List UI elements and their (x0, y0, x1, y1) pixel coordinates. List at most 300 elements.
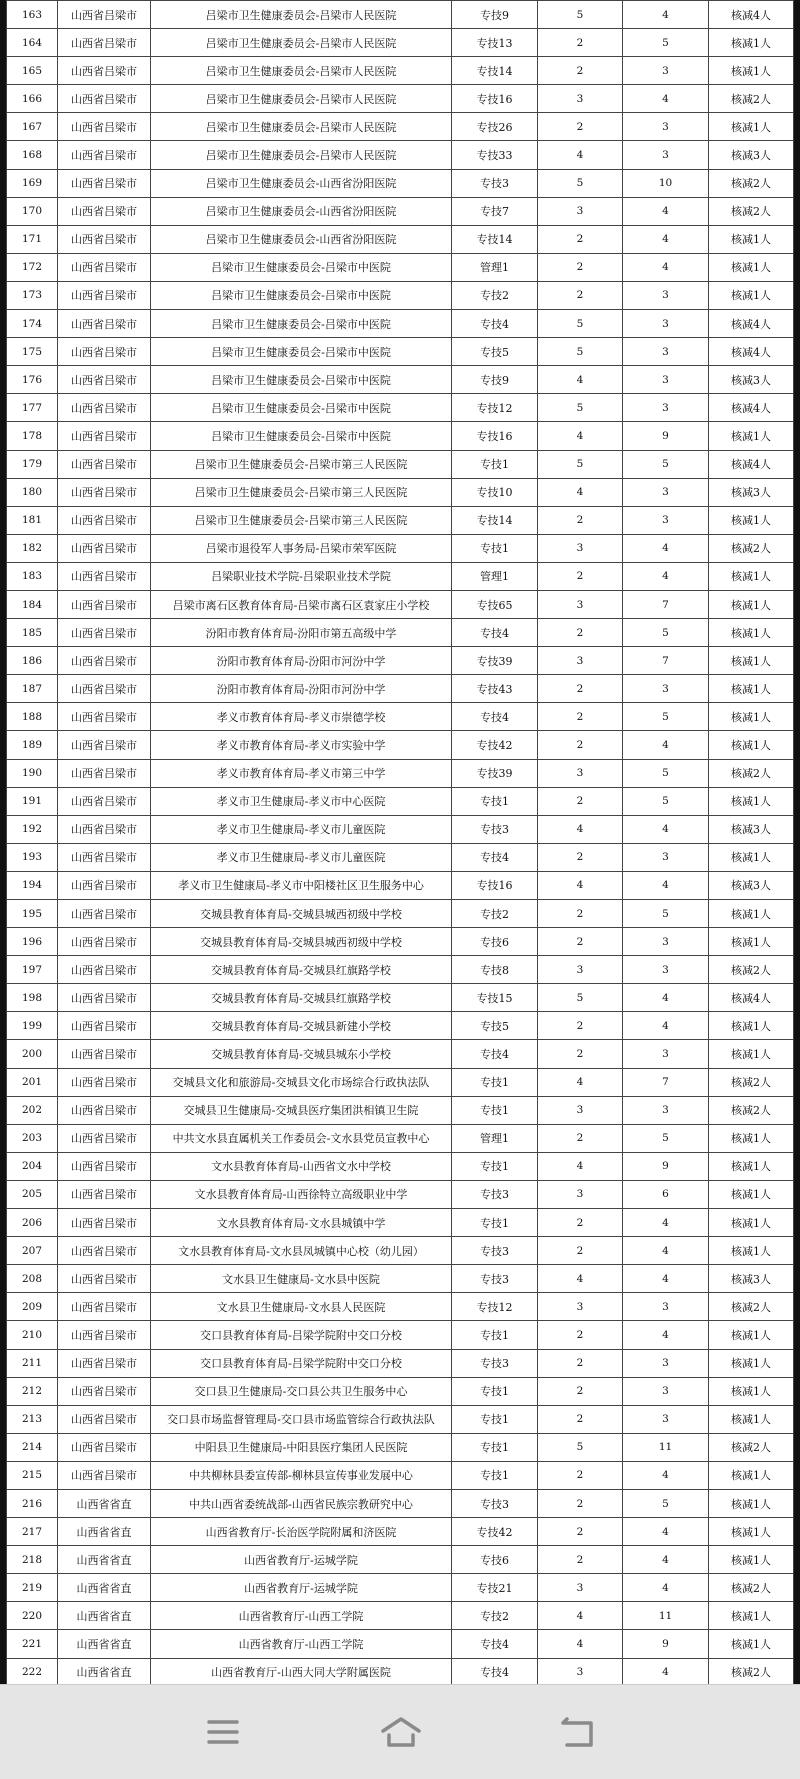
cell-reduction: 核减1人 (709, 787, 794, 815)
cell-applicant-count: 4 (623, 85, 709, 113)
cell-applicant-count: 3 (623, 1096, 709, 1124)
cell-row-index: 177 (7, 394, 58, 422)
cell-row-index: 166 (7, 85, 58, 113)
table-row (7, 1405, 794, 1433)
cell-planned-count: 5 (538, 169, 623, 197)
cell-region: 山西省吕梁市 (58, 422, 151, 450)
cell-row-index: 175 (7, 338, 58, 366)
cell-position: 专技26 (452, 113, 538, 141)
cell-employer: 吕梁职业技术学院-吕梁职业技术学院 (151, 562, 452, 590)
table-row (7, 338, 794, 366)
cell-row-index: 210 (7, 1321, 58, 1349)
cell-row-index: 216 (7, 1489, 58, 1517)
cell-row-index: 186 (7, 647, 58, 675)
cell-position: 专技4 (452, 1630, 538, 1658)
home-button[interactable] (376, 1709, 426, 1755)
cell-region: 山西省吕梁市 (58, 169, 151, 197)
cell-applicant-count: 9 (623, 1152, 709, 1180)
cell-applicant-count: 10 (623, 169, 709, 197)
cell-employer: 吕梁市卫生健康委员会-吕梁市人民医院 (151, 29, 452, 57)
cell-employer: 吕梁市卫生健康委员会-吕梁市人民医院 (151, 1, 452, 29)
table-row (7, 1377, 794, 1405)
cell-reduction: 核减1人 (709, 1124, 794, 1152)
cell-applicant-count: 7 (623, 647, 709, 675)
cell-applicant-count: 4 (623, 1574, 709, 1602)
cell-region: 山西省吕梁市 (58, 1405, 151, 1433)
cell-planned-count: 2 (538, 29, 623, 57)
cell-applicant-count: 4 (623, 197, 709, 225)
cell-applicant-count: 4 (623, 1237, 709, 1265)
cell-planned-count: 4 (538, 141, 623, 169)
cell-row-index: 185 (7, 619, 58, 647)
table-row (7, 169, 794, 197)
table-row (7, 590, 794, 618)
cell-position: 专技1 (452, 1321, 538, 1349)
cell-row-index: 197 (7, 956, 58, 984)
cell-applicant-count: 4 (623, 871, 709, 899)
cell-planned-count: 2 (538, 1377, 623, 1405)
table-row (7, 1546, 794, 1574)
table-row (7, 759, 794, 787)
cell-planned-count: 4 (538, 1152, 623, 1180)
cell-planned-count: 3 (538, 1658, 623, 1686)
cell-row-index: 170 (7, 197, 58, 225)
cell-planned-count: 4 (538, 1602, 623, 1630)
cell-reduction: 核减1人 (709, 647, 794, 675)
cell-position: 专技39 (452, 759, 538, 787)
cell-employer: 交城县文化和旅游局-交城县文化市场综合行政执法队 (151, 1068, 452, 1096)
table-row (7, 1518, 794, 1546)
cell-employer: 文水县教育体育局-山西徐特立高级职业中学 (151, 1180, 452, 1208)
cell-planned-count: 2 (538, 57, 623, 85)
cell-employer: 孝义市卫生健康局-孝义市中心医院 (151, 787, 452, 815)
cell-position: 专技6 (452, 928, 538, 956)
cell-employer: 汾阳市教育体育局-汾阳市河汾中学 (151, 675, 452, 703)
cell-reduction: 核减1人 (709, 422, 794, 450)
cell-applicant-count: 3 (623, 478, 709, 506)
cell-reduction: 核减1人 (709, 281, 794, 309)
cell-employer: 吕梁市离石区教育体育局-吕梁市离石区袁家庄小学校 (151, 590, 452, 618)
cell-position: 专技13 (452, 29, 538, 57)
table-row (7, 562, 794, 590)
cell-employer: 山西省教育厅-运城学院 (151, 1574, 452, 1602)
cell-employer: 吕梁市卫生健康委员会-吕梁市人民医院 (151, 85, 452, 113)
cell-region: 山西省吕梁市 (58, 619, 151, 647)
cell-employer: 交口县市场监督管理局-交口县市场监管综合行政执法队 (151, 1405, 452, 1433)
cell-position: 专技21 (452, 1574, 538, 1602)
cell-planned-count: 2 (538, 703, 623, 731)
table-row (7, 1096, 794, 1124)
table-row (7, 113, 794, 141)
cell-position: 专技3 (452, 1349, 538, 1377)
table-row (7, 506, 794, 534)
table-row (7, 928, 794, 956)
cell-employer: 吕梁市卫生健康委员会-吕梁市中医院 (151, 366, 452, 394)
table-row (7, 141, 794, 169)
table-row (7, 984, 794, 1012)
cell-applicant-count: 4 (623, 815, 709, 843)
cell-planned-count: 2 (538, 1546, 623, 1574)
cell-employer: 中共文水县直属机关工作委员会-文水县党员宣教中心 (151, 1124, 452, 1152)
cell-employer: 吕梁市卫生健康委员会-吕梁市中医院 (151, 281, 452, 309)
cell-region: 山西省吕梁市 (58, 1377, 151, 1405)
cell-planned-count: 2 (538, 1209, 623, 1237)
cell-region: 山西省吕梁市 (58, 1433, 151, 1461)
cell-position: 专技16 (452, 871, 538, 899)
cell-planned-count: 2 (538, 253, 623, 281)
cell-reduction: 核减4人 (709, 450, 794, 478)
cell-applicant-count: 4 (623, 1, 709, 29)
cell-region: 山西省吕梁市 (58, 1, 151, 29)
cell-applicant-count: 5 (623, 759, 709, 787)
cell-applicant-count: 3 (623, 1405, 709, 1433)
cell-row-index: 208 (7, 1265, 58, 1293)
cell-reduction: 核减1人 (709, 1209, 794, 1237)
cell-row-index: 193 (7, 843, 58, 871)
cell-reduction: 核减2人 (709, 1658, 794, 1686)
cell-position: 专技6 (452, 1546, 538, 1574)
cell-planned-count: 3 (538, 534, 623, 562)
cell-position: 专技2 (452, 1602, 538, 1630)
cell-row-index: 181 (7, 506, 58, 534)
cell-row-index: 198 (7, 984, 58, 1012)
cell-row-index: 212 (7, 1377, 58, 1405)
cell-region: 山西省吕梁市 (58, 731, 151, 759)
cell-employer: 孝义市教育体育局-孝义市第三中学 (151, 759, 452, 787)
cell-employer: 中共山西省委统战部-山西省民族宗教研究中心 (151, 1489, 452, 1517)
cell-employer: 吕梁市卫生健康委员会-吕梁市人民医院 (151, 57, 452, 85)
cell-employer: 吕梁市卫生健康委员会-吕梁市人民医院 (151, 113, 452, 141)
cell-reduction: 核减1人 (709, 1377, 794, 1405)
cell-reduction: 核减3人 (709, 871, 794, 899)
cell-applicant-count: 5 (623, 29, 709, 57)
cell-employer: 山西省教育厅-山西工学院 (151, 1630, 452, 1658)
menu-icon (205, 1717, 241, 1747)
menu-button[interactable] (198, 1709, 248, 1755)
table-row (7, 619, 794, 647)
cell-row-index: 168 (7, 141, 58, 169)
cell-reduction: 核减1人 (709, 590, 794, 618)
cell-reduction: 核减1人 (709, 1012, 794, 1040)
cell-position: 专技1 (452, 1461, 538, 1489)
cell-row-index: 218 (7, 1546, 58, 1574)
cell-region: 山西省吕梁市 (58, 787, 151, 815)
cell-reduction: 核减1人 (709, 1518, 794, 1546)
cell-employer: 山西省教育厅-运城学院 (151, 1546, 452, 1574)
table-row (7, 1124, 794, 1152)
home-icon (379, 1715, 423, 1749)
cell-planned-count: 2 (538, 562, 623, 590)
cell-reduction: 核减3人 (709, 815, 794, 843)
cell-planned-count: 5 (538, 310, 623, 338)
cell-applicant-count: 3 (623, 506, 709, 534)
cell-employer: 吕梁市卫生健康委员会-吕梁市中医院 (151, 253, 452, 281)
cell-region: 山西省吕梁市 (58, 338, 151, 366)
cell-position: 专技1 (452, 1377, 538, 1405)
cell-planned-count: 2 (538, 1012, 623, 1040)
cell-applicant-count: 3 (623, 366, 709, 394)
table-row (7, 1265, 794, 1293)
cell-applicant-count: 3 (623, 310, 709, 338)
table-row (7, 57, 794, 85)
cell-planned-count: 2 (538, 113, 623, 141)
table-row (7, 1152, 794, 1180)
cell-region: 山西省吕梁市 (58, 57, 151, 85)
cell-employer: 交城县教育体育局-交城县红旗路学校 (151, 984, 452, 1012)
cell-row-index: 173 (7, 281, 58, 309)
back-button[interactable] (552, 1709, 602, 1755)
table-row (7, 1602, 794, 1630)
cell-region: 山西省吕梁市 (58, 253, 151, 281)
cell-planned-count: 5 (538, 1433, 623, 1461)
cell-applicant-count: 4 (623, 1209, 709, 1237)
cell-planned-count: 3 (538, 647, 623, 675)
cell-position: 专技42 (452, 731, 538, 759)
cell-position: 专技1 (452, 1209, 538, 1237)
cell-position: 专技1 (452, 787, 538, 815)
cell-position: 专技1 (452, 1405, 538, 1433)
cell-row-index: 213 (7, 1405, 58, 1433)
cell-applicant-count: 5 (623, 900, 709, 928)
cell-applicant-count: 4 (623, 253, 709, 281)
cell-employer: 吕梁市卫生健康委员会-吕梁市第三人民医院 (151, 478, 452, 506)
cell-reduction: 核减1人 (709, 1546, 794, 1574)
cell-employer: 吕梁市卫生健康委员会-山西省汾阳医院 (151, 197, 452, 225)
cell-applicant-count: 11 (623, 1433, 709, 1461)
cell-region: 山西省省直 (58, 1602, 151, 1630)
table-row (7, 29, 794, 57)
cell-employer: 交城县教育体育局-交城县城西初级中学校 (151, 928, 452, 956)
cell-planned-count: 2 (538, 619, 623, 647)
cell-planned-count: 2 (538, 787, 623, 815)
cell-position: 专技7 (452, 197, 538, 225)
cell-reduction: 核减1人 (709, 57, 794, 85)
cell-reduction: 核减1人 (709, 1630, 794, 1658)
cell-reduction: 核减1人 (709, 1180, 794, 1208)
system-nav-bar (0, 1684, 800, 1779)
cell-reduction: 核减4人 (709, 338, 794, 366)
cell-employer: 文水县教育体育局-山西省文水中学校 (151, 1152, 452, 1180)
cell-planned-count: 2 (538, 1321, 623, 1349)
cell-planned-count: 3 (538, 1574, 623, 1602)
cell-reduction: 核减1人 (709, 1489, 794, 1517)
cell-region: 山西省省直 (58, 1489, 151, 1517)
cell-reduction: 核减3人 (709, 478, 794, 506)
cell-applicant-count: 3 (623, 1349, 709, 1377)
cell-region: 山西省吕梁市 (58, 843, 151, 871)
cell-region: 山西省吕梁市 (58, 1321, 151, 1349)
cell-row-index: 188 (7, 703, 58, 731)
cell-row-index: 207 (7, 1237, 58, 1265)
cell-employer: 交城县教育体育局-交城县新建小学校 (151, 1012, 452, 1040)
cell-applicant-count: 4 (623, 984, 709, 1012)
cell-row-index: 182 (7, 534, 58, 562)
table-row (7, 1293, 794, 1321)
cell-region: 山西省吕梁市 (58, 928, 151, 956)
cell-reduction: 核减1人 (709, 253, 794, 281)
cell-region: 山西省吕梁市 (58, 450, 151, 478)
cell-planned-count: 4 (538, 366, 623, 394)
cell-row-index: 199 (7, 1012, 58, 1040)
cell-region: 山西省吕梁市 (58, 394, 151, 422)
cell-region: 山西省吕梁市 (58, 1068, 151, 1096)
cell-region: 山西省省直 (58, 1518, 151, 1546)
cell-position: 专技4 (452, 703, 538, 731)
cell-applicant-count: 3 (623, 928, 709, 956)
table-row (7, 703, 794, 731)
cell-employer: 交口县教育体育局-吕梁学院附中交口分校 (151, 1349, 452, 1377)
cell-reduction: 核减2人 (709, 956, 794, 984)
cell-employer: 吕梁市卫生健康委员会-吕梁市中医院 (151, 422, 452, 450)
cell-position: 专技1 (452, 450, 538, 478)
cell-planned-count: 2 (538, 281, 623, 309)
cell-planned-count: 5 (538, 394, 623, 422)
table-row (7, 1574, 794, 1602)
table-row (7, 647, 794, 675)
table-row (7, 1237, 794, 1265)
cell-employer: 文水县卫生健康局-文水县人民医院 (151, 1293, 452, 1321)
cell-reduction: 核减1人 (709, 29, 794, 57)
cell-region: 山西省吕梁市 (58, 1040, 151, 1068)
table-row (7, 197, 794, 225)
table-row (7, 815, 794, 843)
table-row (7, 675, 794, 703)
cell-position: 专技12 (452, 1293, 538, 1321)
cell-row-index: 195 (7, 900, 58, 928)
cell-applicant-count: 4 (623, 731, 709, 759)
cell-position: 专技16 (452, 422, 538, 450)
cell-region: 山西省吕梁市 (58, 759, 151, 787)
cell-region: 山西省吕梁市 (58, 478, 151, 506)
table-row (7, 422, 794, 450)
cell-reduction: 核减4人 (709, 310, 794, 338)
cell-position: 专技1 (452, 1068, 538, 1096)
cell-position: 专技5 (452, 338, 538, 366)
cell-planned-count: 2 (538, 900, 623, 928)
cell-region: 山西省吕梁市 (58, 366, 151, 394)
cell-region: 山西省吕梁市 (58, 281, 151, 309)
cell-row-index: 194 (7, 871, 58, 899)
table-row (7, 225, 794, 253)
cell-applicant-count: 3 (623, 394, 709, 422)
cell-position: 专技3 (452, 1265, 538, 1293)
cell-row-index: 201 (7, 1068, 58, 1096)
cell-planned-count: 2 (538, 731, 623, 759)
cell-applicant-count: 3 (623, 843, 709, 871)
cell-planned-count: 3 (538, 197, 623, 225)
cell-row-index: 171 (7, 225, 58, 253)
cell-planned-count: 2 (538, 225, 623, 253)
back-icon (557, 1715, 597, 1749)
cell-position: 专技14 (452, 506, 538, 534)
cell-position: 专技4 (452, 1040, 538, 1068)
cell-applicant-count: 3 (623, 141, 709, 169)
cell-reduction: 核减1人 (709, 928, 794, 956)
cell-row-index: 176 (7, 366, 58, 394)
cell-region: 山西省吕梁市 (58, 1124, 151, 1152)
cell-applicant-count: 4 (623, 534, 709, 562)
cell-planned-count: 5 (538, 338, 623, 366)
cell-employer: 吕梁市卫生健康委员会-吕梁市中医院 (151, 338, 452, 366)
cell-row-index: 165 (7, 57, 58, 85)
cell-reduction: 核减1人 (709, 1321, 794, 1349)
cell-row-index: 172 (7, 253, 58, 281)
cell-region: 山西省省直 (58, 1574, 151, 1602)
cell-row-index: 220 (7, 1602, 58, 1630)
table-row (7, 1321, 794, 1349)
cell-reduction: 核减3人 (709, 366, 794, 394)
cell-planned-count: 3 (538, 590, 623, 618)
cell-applicant-count: 5 (623, 450, 709, 478)
cell-planned-count: 2 (538, 843, 623, 871)
cell-region: 山西省吕梁市 (58, 1293, 151, 1321)
cell-reduction: 核减2人 (709, 759, 794, 787)
table-row (7, 281, 794, 309)
cell-reduction: 核减1人 (709, 1405, 794, 1433)
table-row (7, 253, 794, 281)
cell-employer: 汾阳市教育体育局-汾阳市河汾中学 (151, 647, 452, 675)
table-row (7, 1012, 794, 1040)
cell-applicant-count: 5 (623, 787, 709, 815)
cell-applicant-count: 9 (623, 422, 709, 450)
cell-position: 专技10 (452, 478, 538, 506)
cell-planned-count: 2 (538, 1349, 623, 1377)
cell-row-index: 183 (7, 562, 58, 590)
cell-position: 专技1 (452, 1152, 538, 1180)
cell-reduction: 核减1人 (709, 731, 794, 759)
cell-employer: 交城县教育体育局-交城县城东小学校 (151, 1040, 452, 1068)
cell-employer: 吕梁市卫生健康委员会-吕梁市第三人民医院 (151, 506, 452, 534)
table-row (7, 1209, 794, 1237)
cell-reduction: 核减1人 (709, 1152, 794, 1180)
cell-applicant-count: 4 (623, 1518, 709, 1546)
cell-row-index: 202 (7, 1096, 58, 1124)
cell-region: 山西省吕梁市 (58, 113, 151, 141)
table-row (7, 1433, 794, 1461)
cell-row-index: 221 (7, 1630, 58, 1658)
cell-planned-count: 2 (538, 1124, 623, 1152)
cell-position: 专技4 (452, 843, 538, 871)
cell-applicant-count: 3 (623, 113, 709, 141)
cell-planned-count: 5 (538, 1, 623, 29)
cell-region: 山西省吕梁市 (58, 590, 151, 618)
cell-position: 专技12 (452, 394, 538, 422)
table-row (7, 366, 794, 394)
cell-position: 专技14 (452, 57, 538, 85)
cell-row-index: 191 (7, 787, 58, 815)
cell-reduction: 核减1人 (709, 1237, 794, 1265)
cell-region: 山西省吕梁市 (58, 1209, 151, 1237)
cell-reduction: 核减2人 (709, 534, 794, 562)
cell-row-index: 204 (7, 1152, 58, 1180)
cell-reduction: 核减1人 (709, 843, 794, 871)
cell-applicant-count: 3 (623, 338, 709, 366)
cell-applicant-count: 3 (623, 57, 709, 85)
cell-region: 山西省吕梁市 (58, 815, 151, 843)
cell-applicant-count: 4 (623, 1658, 709, 1686)
cell-position: 管理1 (452, 1124, 538, 1152)
cell-row-index: 190 (7, 759, 58, 787)
cell-region: 山西省吕梁市 (58, 900, 151, 928)
cell-position: 专技4 (452, 1658, 538, 1686)
cell-position: 专技33 (452, 141, 538, 169)
cell-position: 专技3 (452, 1237, 538, 1265)
cell-row-index: 164 (7, 29, 58, 57)
cell-applicant-count: 3 (623, 281, 709, 309)
cell-region: 山西省吕梁市 (58, 1152, 151, 1180)
cell-region: 山西省吕梁市 (58, 871, 151, 899)
cell-position: 专技3 (452, 169, 538, 197)
